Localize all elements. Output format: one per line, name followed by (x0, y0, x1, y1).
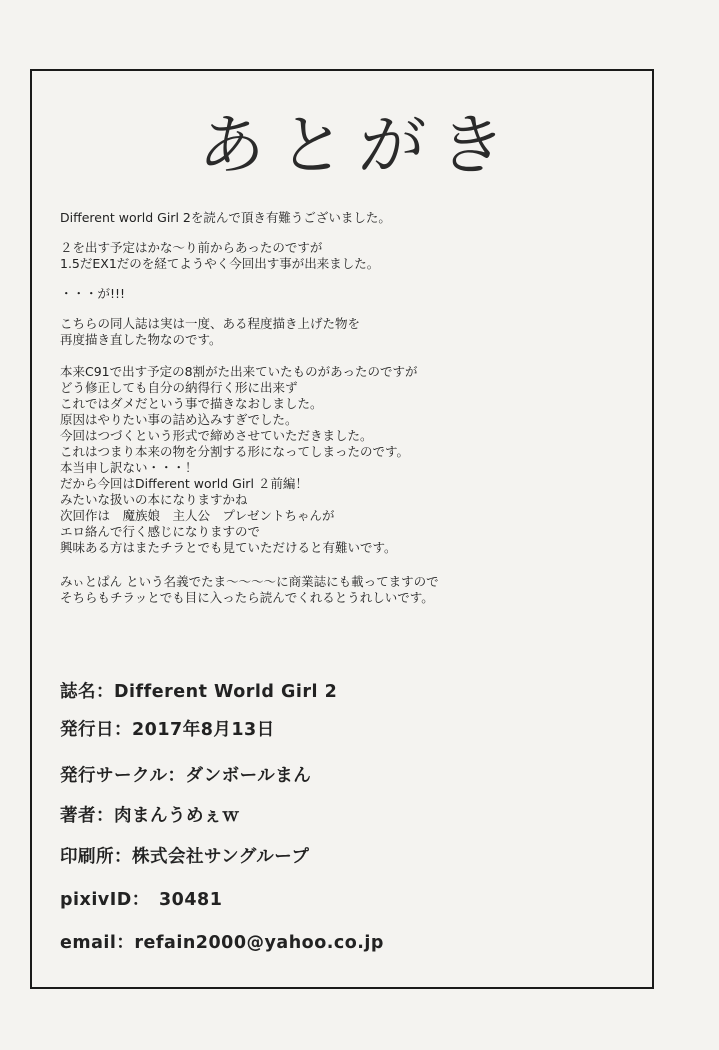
info-printer: 印刷所：株式会社サングループ (60, 847, 310, 867)
paragraph-explanation (60, 364, 620, 556)
text-line: ・・・が!!! (60, 286, 126, 301)
text-line: ２を出す予定はかな～り前からあったのですが (60, 240, 323, 255)
text-line: みたいな扱いの本になりますかね (60, 492, 248, 507)
text-line: 本来C91で出す予定の8割がた出来ていたものがあったのですが (60, 364, 418, 379)
text-line: Different world Girl 2を読んで頂き有難うございました。 (60, 210, 391, 225)
text-line: 1.5だEX1だのを経てようやく今回出す事が出来ました。 (60, 256, 380, 271)
text-line: そちらもチラッとでも目に入ったら読んでくれるとうれしいです。 (60, 590, 434, 605)
text-line: 原因はやりたい事の詰め込みすぎでした。 (60, 412, 298, 427)
text-line: エロ絡んで行く感じになりますので (60, 524, 261, 539)
text-line: どう修正しても自分の納得行く形に出来ず (60, 380, 298, 395)
text-line: 興味ある方はまたチラとでも見ていただけると有難いです。 (60, 540, 397, 555)
text-line: 今回はつづくという形式で締めさせていただきました。 (60, 428, 373, 443)
text-line: こちらの同人誌は実は一度、ある程度描き上げた物を (60, 316, 361, 331)
info-author: 著者：肉まんうめぇｗ (60, 806, 240, 826)
info-email: email：refain2000@yahoo.co.jp (60, 933, 384, 953)
text-line: これはつまり本来の物を分割する形になってしまったのです。 (60, 444, 410, 459)
info-date: 発行日：2017年8月13日 (60, 720, 275, 740)
text-line: 再度描き直した物なのです。 (60, 332, 222, 347)
text-line: みぃとぱん という名義でたま～～～～に商業誌にも載ってますので (60, 574, 439, 589)
paragraph-but (60, 286, 620, 302)
info-title: 誌名：Different World Girl 2 (60, 682, 338, 702)
info-circle: 発行サークル：ダンボールまん (60, 766, 312, 786)
paragraph-thanks (60, 210, 620, 226)
afterword-title: あとがき (196, 107, 522, 184)
paragraph-redrawn (60, 316, 620, 348)
text-line: だから今回はDifferent world Girl ２前編！ (60, 476, 308, 491)
text-line: 本当申し訳ない・・・！ (60, 460, 198, 475)
text-line: これではダメだという事で描きなおしました。 (60, 396, 323, 411)
paragraph-plan (60, 240, 620, 272)
paragraph-commercial (60, 574, 620, 606)
text-line: 次回作は 魔族娘 主人公 プレゼントちゃんが (60, 508, 335, 523)
info-pixiv: pixivID： 30481 (60, 890, 223, 910)
